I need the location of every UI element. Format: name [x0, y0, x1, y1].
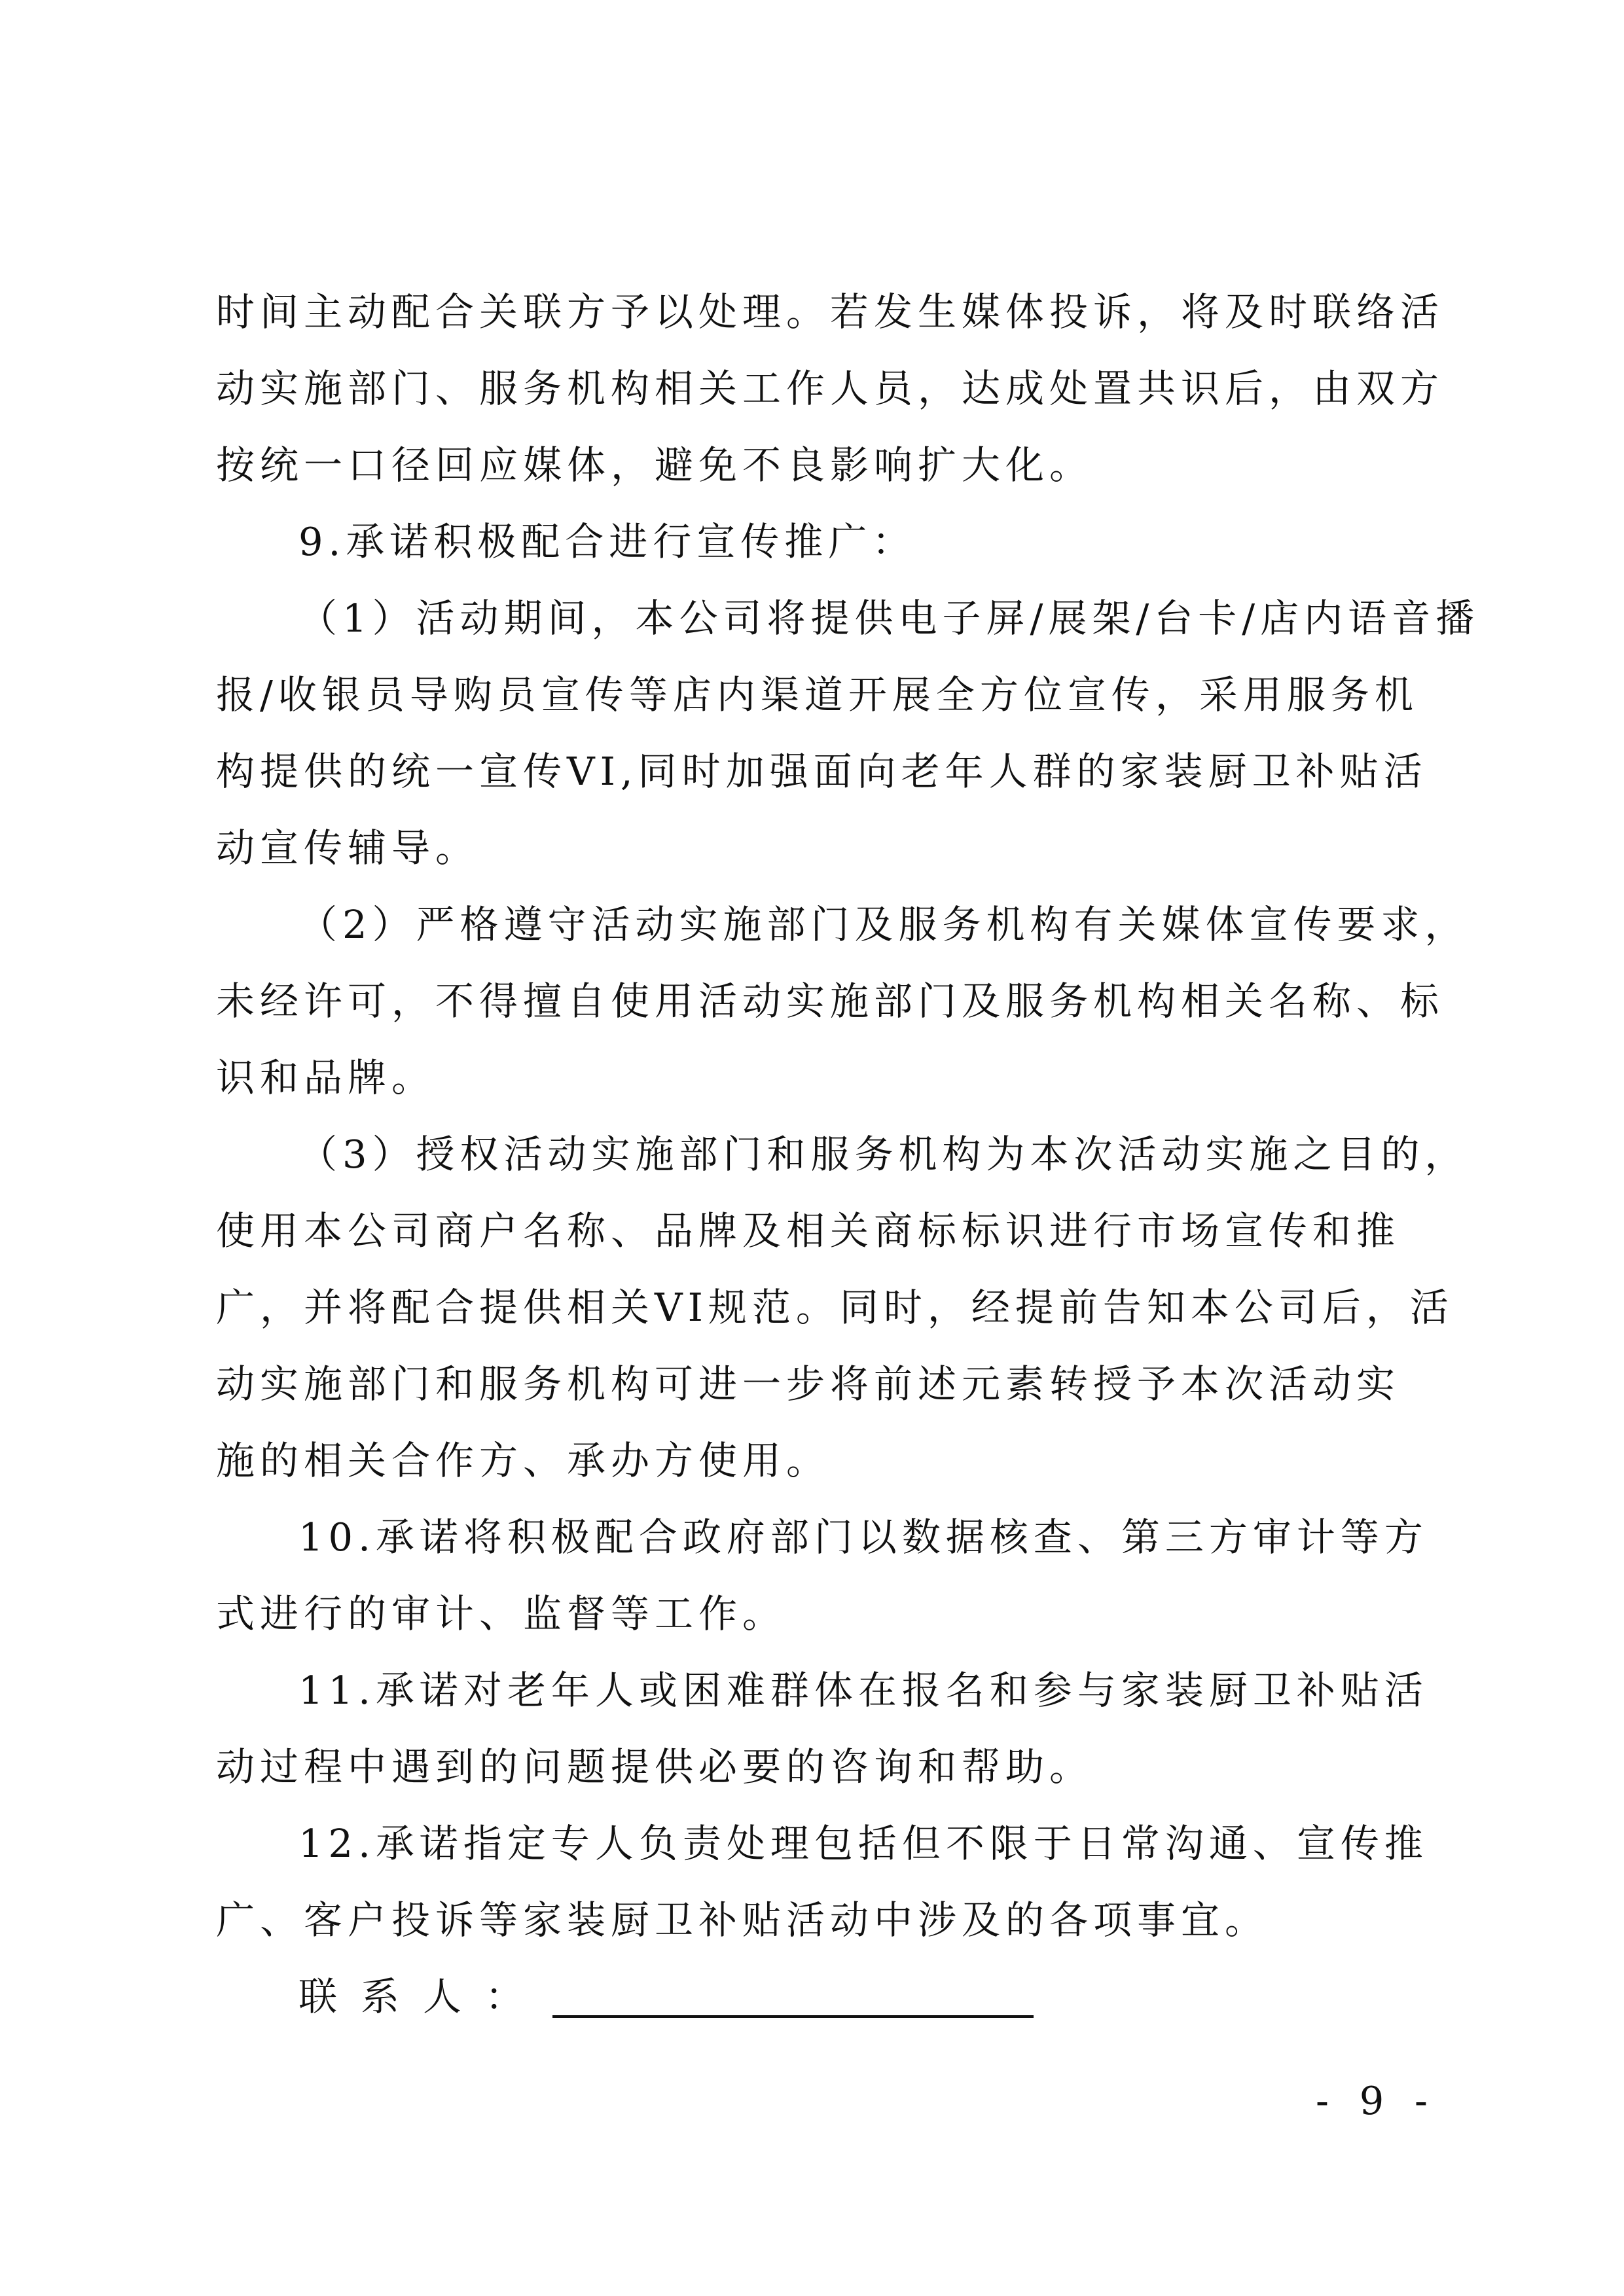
text-line: 施的相关合作方、承办方使用。 — [216, 1438, 831, 1483]
page-number: - 9 - — [1316, 2078, 1437, 2123]
text-line: 式进行的审计、监督等工作。 — [216, 1591, 787, 1636]
clause-9-item-2: （2）严格遵守活动实施部门及服务机构有关媒体宣传要求， — [298, 902, 1469, 947]
document-body — [216, 274, 1480, 2035]
contact-row — [216, 1958, 1414, 2035]
text-line: 广，并将配合提供相关VI规范。同时，经提前告知本公司后，活 — [216, 1285, 1454, 1330]
text-line: 按统一口径回应媒体，避免不良影响扩大化。 — [216, 442, 1094, 488]
text-line: 报/收银员导购员宣传等店内渠道开展全方位宣传，采用服务机 — [216, 672, 1418, 717]
text-line: 使用本公司商户名称、品牌及相关商标标识进行市场宣传和推 — [216, 1208, 1401, 1253]
clause-10: 10.承诺将积极配合政府部门以数据核查、第三方审计等方 — [298, 1515, 1428, 1560]
text-line: 动实施部门、服务机构相关工作人员，达成处置共识后，由双方 — [216, 366, 1445, 411]
clause-9-heading: 9.承诺积极配合进行宣传推广： — [298, 519, 916, 564]
text-line: 动宣传辅导。 — [216, 825, 480, 870]
text-line: 动实施部门和服务机构可进一步将前述元素转授予本次活动实 — [216, 1361, 1401, 1407]
text-line: 未经许可，不得擅自使用活动实施部门及服务机构相关名称、标 — [216, 978, 1445, 1024]
text-line: 动过程中遇到的问题提供必要的咨询和帮助。 — [216, 1744, 1094, 1789]
clause-9-item-1: （1）活动期间，本公司将提供电子屏/展架/台卡/店内语音播 — [298, 596, 1480, 641]
contact-label: 联系人： — [298, 1974, 548, 2019]
clause-11: 11.承诺对老年人或困难群体在报名和参与家装厨卫补贴活 — [298, 1668, 1428, 1713]
text-line: 构提供的统一宣传VI,同时加强面向老年人群的家装厨卫补贴活 — [216, 749, 1428, 794]
text-line: 广、客户投诉等家装厨卫补贴活动中涉及的各项事宜。 — [216, 1897, 1269, 1943]
contact-blank-line[interactable] — [552, 1976, 1034, 2018]
text-line: 时间主动配合关联方予以处理。若发生媒体投诉，将及时联络活 — [216, 289, 1445, 334]
clause-12: 12.承诺指定专人负责处理包括但不限于日常沟通、宣传推 — [298, 1821, 1428, 1866]
clause-9-item-3: （3）授权活动实施部门和服务机构为本次活动实施之目的， — [298, 1132, 1469, 1177]
text-line: 识和品牌。 — [216, 1055, 436, 1100]
